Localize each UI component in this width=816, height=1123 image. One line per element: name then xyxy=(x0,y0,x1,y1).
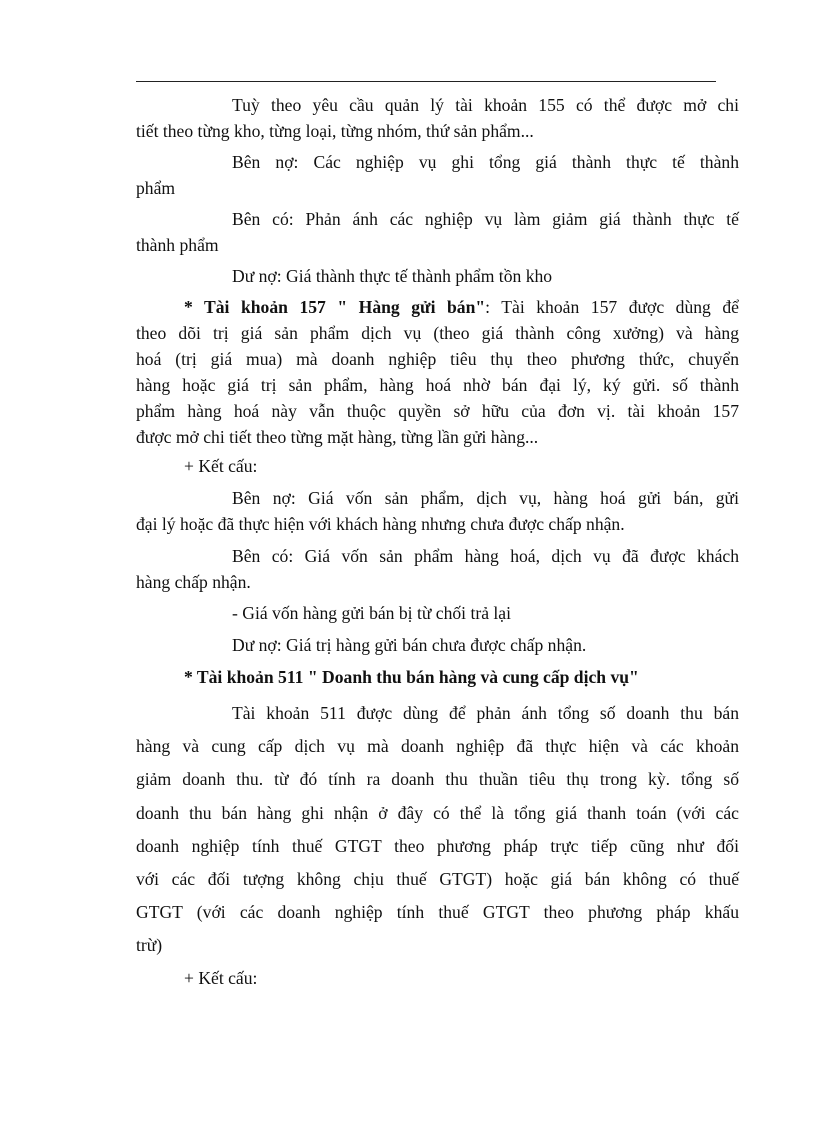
paragraph-gia-von-tra-lai xyxy=(136,600,739,626)
text-line: + Kết cấu: xyxy=(184,968,258,988)
text-line: Dư nợ: Giá thành thực tế thành phẩm tồn kho xyxy=(232,266,553,286)
text-line: phẩm xyxy=(136,178,176,198)
text-line: phẩm hàng hoá này vẫn thuộc quyền sở hữu của đơn vị. tài khoản 157 xyxy=(136,401,739,421)
paragraph-du-no-155 xyxy=(136,263,739,289)
text-line: hàng chấp nhận. xyxy=(136,572,251,592)
text-line: + Kết cấu: xyxy=(184,456,258,476)
text-line: trừ) xyxy=(136,935,163,956)
text-line: được mở chi tiết theo từng mặt hàng, từng lần gửi hàng... xyxy=(136,427,539,447)
text-line: doanh thu bán hàng ghi nhận ở đây có thể là tổng giá thanh toán (với các xyxy=(136,802,739,823)
heading-tk157: * Tài khoản 157 " Hàng gửi bán" xyxy=(184,297,486,317)
paragraph-ben-co-157 xyxy=(136,543,739,595)
text-line: thành phẩm xyxy=(136,235,219,255)
text-line: Bên nợ: Giá vốn sản phẩm, dịch vụ, hàng hoá gửi bán, gửi xyxy=(232,488,739,508)
paragraph-tk155-detail xyxy=(136,92,739,144)
text-line: GTGT (với các doanh nghiệp tính thuế GTGT theo phương pháp khấu xyxy=(136,902,739,923)
paragraph-ben-no-155 xyxy=(136,149,739,201)
text-line: tiết theo từng kho, từng loại, từng nhóm, thứ sản phẩm... xyxy=(136,121,534,141)
text-line: - Giá vốn hàng gửi bán bị từ chối trả lại xyxy=(232,603,512,623)
text-line: đại lý hoặc đã thực hiện với khách hàng nhưng chưa được chấp nhận. xyxy=(136,514,625,534)
paragraph-tk511-heading xyxy=(136,664,739,690)
text-line: Bên có: Phản ánh các nghiệp vụ làm giảm giá thành thực tế xyxy=(232,209,739,229)
header-rule xyxy=(136,81,716,82)
text-line: Bên có: Giá vốn sản phẩm hàng hoá, dịch vụ đã được khách xyxy=(232,546,739,566)
text-line: Bên nợ: Các nghiệp vụ ghi tổng giá thành thực tế thành xyxy=(232,152,739,172)
text-line: theo dõi trị giá sản phẩm dịch vụ (theo giá thành công xưởng) và hàng xyxy=(136,323,739,343)
heading-tk511: * Tài khoản 511 " Doanh thu bán hàng và cung cấp dịch vụ" xyxy=(184,667,639,687)
text-line: doanh nghiệp tính thuế GTGT theo phương pháp trực tiếp cũng như đối xyxy=(136,835,739,856)
paragraph-tk511-body xyxy=(136,697,739,963)
paragraph-du-no-157 xyxy=(136,632,739,658)
text-line: với các đối tượng không chịu thuế GTGT) hoặc giá bán không có thuế xyxy=(136,869,739,890)
paragraph-ket-cau-511 xyxy=(136,965,739,991)
text-line xyxy=(136,294,739,320)
paragraph-ben-no-157 xyxy=(136,485,739,537)
text-line: hàng hoặc giá trị sản phẩm, hàng hoá nhờ bán đại lý, ký gửi. số thành xyxy=(136,375,739,395)
text-line: giảm doanh thu. từ đó tính ra doanh thu thuần tiêu thụ trong kỳ. tổng số xyxy=(136,769,739,790)
paragraph-ket-cau-157 xyxy=(136,453,739,479)
paragraph-tk157 xyxy=(136,294,739,450)
text-line: Dư nợ: Giá trị hàng gửi bán chưa được chấp nhận. xyxy=(232,635,587,655)
paragraph-ben-co-155 xyxy=(136,206,739,258)
text-line: hoá (trị giá mua) mà doanh nghiệp tiêu thụ theo phương thức, chuyển xyxy=(136,349,739,369)
heading-tk157-rest: : Tài khoản 157 được dùng để xyxy=(485,297,739,317)
text-line xyxy=(136,664,739,690)
text-line: hàng và cung cấp dịch vụ mà doanh nghiệp đã thực hiện và các khoản xyxy=(136,736,739,757)
text-line: Tài khoản 511 được dùng để phản ánh tổng số doanh thu bán xyxy=(232,703,739,723)
text-line: Tuỳ theo yêu cầu quản lý tài khoản 155 có thể được mở chi xyxy=(232,95,739,115)
